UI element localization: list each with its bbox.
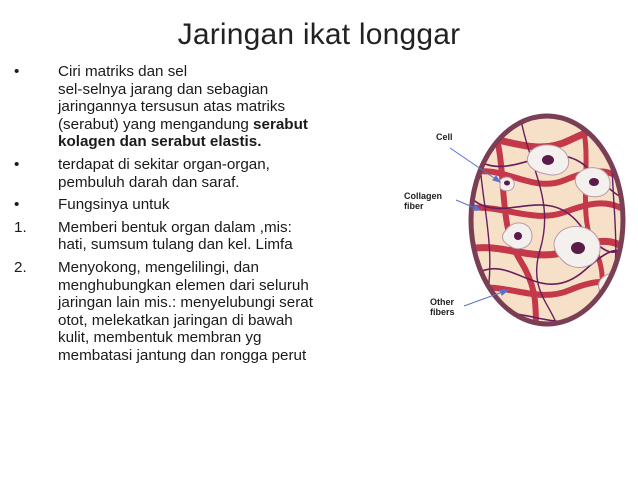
- text-line: hati, sumsum tulang dan kel. Limfa: [58, 236, 293, 254]
- slide-title: Jaringan ikat longgar: [177, 18, 461, 51]
- label-line: Collagen: [404, 191, 443, 201]
- slide-body: [14, 63, 394, 365]
- connective-tissue-figure: [380, 100, 638, 360]
- bullet-marker: •: [14, 196, 20, 214]
- cell: [500, 177, 514, 191]
- text-line: sel-selnya jarang dan sebagian: [58, 80, 269, 98]
- text-line: menghubungkan elemen dari seluruh: [58, 276, 309, 294]
- bullet-text: Ciri matriks dan sel: [58, 63, 188, 80]
- bullet-marker: •: [14, 155, 20, 173]
- bold-text: serabut: [253, 115, 308, 133]
- sub-paragraph: [14, 81, 394, 151]
- text-span: (serabut) yang mengandung: [58, 115, 254, 133]
- bullet-text: Fungsinya untuk: [58, 196, 170, 214]
- text-line: membatasi jantung dan rongga perut: [58, 346, 307, 364]
- label-line: fiber: [404, 201, 424, 211]
- label-collagen-fiber: [404, 191, 442, 211]
- label-other-fibers: [430, 297, 455, 317]
- text-line: terdapat di sekitar organ-organ,: [58, 155, 270, 173]
- numbered-item: [14, 219, 394, 254]
- bullet-text: [58, 156, 394, 191]
- numbered-text: [58, 219, 394, 254]
- number-marker: 2.: [14, 258, 27, 276]
- bullet-item: [14, 156, 394, 191]
- text-line: pembuluh darah dan saraf.: [58, 173, 240, 191]
- text-line: kulit, membentuk membran yg: [58, 329, 262, 347]
- label-line: fibers: [430, 307, 455, 317]
- bold-text: kolagen dan serabut elastis.: [58, 133, 262, 151]
- tissue-illustration: [380, 100, 638, 360]
- text-line: jaringan lain mis.: menyelubungi serat: [58, 294, 313, 312]
- numbered-text: [58, 259, 394, 365]
- bullet-item: [14, 63, 394, 81]
- label-line: Other: [430, 297, 455, 307]
- number-marker: 1.: [14, 218, 27, 236]
- text-line: otot, melekatkan jaringan di bawah: [58, 311, 293, 329]
- text-line: Memberi bentuk organ dalam ,mis:: [58, 218, 292, 236]
- text-line: jaringannya tersusun atas matriks: [58, 98, 286, 116]
- bullet-item: [14, 196, 394, 214]
- label-cell: Cell: [436, 132, 453, 142]
- text-line: [58, 133, 394, 151]
- text-line: Menyokong, mengelilingi, dan: [58, 258, 259, 276]
- bullet-marker: •: [14, 63, 20, 80]
- numbered-item: [14, 259, 394, 365]
- text-line: [58, 116, 394, 134]
